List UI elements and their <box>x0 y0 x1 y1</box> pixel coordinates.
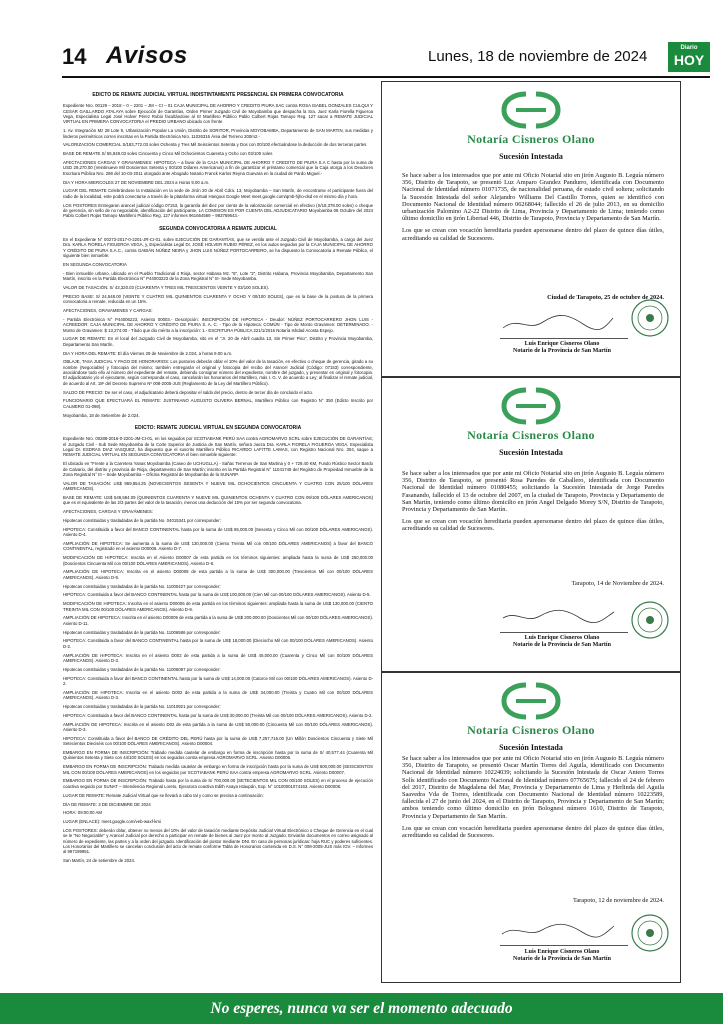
notice-place-date: Tarapoto, 14 de Noviembre de 2024. <box>571 580 664 587</box>
signature-scrawl <box>498 604 618 626</box>
legal-notices-column <box>63 91 373 981</box>
legal-paragraph: BASE DE REMATE S/ 55,848.03 soles Cincuenta y Cinco Mil Ochocientos Cuarenta y Ocho con 03/100 soles <box>63 151 273 157</box>
legal-paragraph: FUNCIONARIO QUE EFECTUARÁ EL REMATE: JUSTINIANO AUGUSTO OLIVERA BERNAL, Martillero Público con Registro N° 350 (Edicto Inscrito por CALMERO 01-098). <box>63 398 373 409</box>
notice2-body <box>63 237 373 418</box>
notary-monogram-icon <box>496 681 566 721</box>
notary-notice-1 <box>381 81 681 377</box>
legal-paragraph: HIPOTECA: Constituida a favor del BANCO CONTINENTAL hasta por la suma de US$ 65,000.00 (Sesenta y Cinco Mil con 00/100 DÓLARES AMERICANOS). Asiento D-4. <box>63 526 373 538</box>
notice-body <box>402 470 664 538</box>
legal-paragraph: LUGAR DEL REMATE Celebrándose la Instalación en la sede de Jirón 20 de Abril Cdra. 13, Moyobamba – San Martín, de encontrarse el participante fuera del radio de la localidad, este podrá conectarse a través de la plataforma virtual Hangout Google Meet meet.google.com/qmb-hjho-dsd en el mismo día y hora. <box>63 188 373 199</box>
legal-paragraph: AFECTACIONES CARGAS Y GRAVAMENES: HIPOTECA – a favor de la CAJA MUNICIPAL DE AHORRO Y CREDITO DE PIURA S.A C hasta por la suma de USD 29,270.00 (Veintinueve Mil Doscientos Setenta y 00/100 Dólares Americanos) a fin de garantizar el préstamo comercial que la Caja otorga a los Deudores Escritura Pública Nro. 288 del 10-03-2011 otorgado ante Abogado Notario Franck Karlos Reyna Guevara en la ciudad de Pardo Miguel.- <box>63 160 373 176</box>
legal-paragraph: AMPLIACIÓN DE HIPOTECA: Inscrita en el asiento D02 de esta partida a la suma de US$ 50,000.00 (Cincuenta Mil con 00/100 DÓLARES AMERICANOS). Asiento D-3. <box>63 721 373 733</box>
legal-paragraph: El ubicado en "Frente a la Carretera Yanas Moyobamba (Caseo de UCHUGLLA) - Sañac Terrenos de San Martina y 0 + 729.40 KM, Fundo Rústico Sector Bardo de Calvario, del distrito y provincia de Rioja, departamento de San Martín; inscrito en la Partida Registral N° 11041749 del Registro de Propiedad Inmueble de la Zona Registral N° III – Sede Moyobamba – Oficina Registral de Moyobamba de la SUNARP. <box>63 461 373 477</box>
legal-paragraph: SALDO DE PRECIO: De ser el caso, el adjudicatario deberá depositar el saldo del precio, dentro de tercer día de concluido el acto. <box>63 389 314 395</box>
page-header <box>62 42 710 78</box>
signature-line <box>500 632 628 633</box>
notary-role: Notario de la Provincia de San Martín <box>513 642 611 648</box>
notice1-title: EDICTO DE REMATE JUDICIAL VIRTUAL INDISTINTAMENTE PRESENCIAL EN PRIMERA CONVOCATORIA <box>92 92 344 98</box>
legal-paragraph: Hipotecas constituidas y trasladadas de la partida No. 11006087 por corresponder: <box>63 666 221 672</box>
notary-brand: Notaría Cisneros Olano <box>467 132 595 146</box>
notary-brand: Notaría Cisneros Olano <box>467 723 595 737</box>
notice-body <box>402 172 664 247</box>
legal-paragraph: VALOR DE TASACIÓN: S/ 43,320.03 (CUARENTA Y TRES MIL TRESCIENTOS VEINTE Y 03/100 SOLES). <box>63 284 270 290</box>
notary-notice-3 <box>381 672 681 983</box>
notice-title: Sucesión Intestada <box>499 743 563 752</box>
legal-paragraph: EN SEGUNDA CONVOCATORIA <box>63 261 127 267</box>
notice2-title: SEGUNDA CONVOCATORIA A REMATE JUDICIAL <box>159 225 277 232</box>
legal-paragraph: HORA: 09:00:00 AM <box>63 810 102 816</box>
notary-notice-2 <box>381 377 681 672</box>
notice-place-date: Tarapoto, 12 de noviembre de 2024. <box>572 897 664 904</box>
legal-paragraph: DÍA DE REMATE: 3 DE DICIEMBRE DE 2024 <box>63 801 151 807</box>
legal-paragraph: Moyobamba, 18 de Setiembre de 2.024. <box>63 412 140 418</box>
legal-paragraph: 1. Av. Integración Mz 28 Lote 9, Urbanización Popular La Unión, Distrito de SORITOR, Provincia MOYOBAMBA, Departamento de SAN MARTIN, sus medidas y linderos perimétricos corren inscritas en la Partida Electrónica Nro. 11026316 Área del Terreno 200m2.- <box>63 128 373 139</box>
legal-paragraph: DIA Y HORA MIERCOLES 27 DE NOVIEMBRE DEL 2024 a Horas 9.00 a.m. <box>63 179 210 185</box>
notary-name: Luis Enrique Cisneros Olano <box>524 949 600 955</box>
newspaper-logo <box>668 42 710 72</box>
legal-paragraph: BASE DE REMATE: US$ 549,584.09 (QUINIENTOS CUARENTA Y NUEVE MIL QUINIENTOS OCHENTA Y CUATRO CON 09/100 DÓLARES AMERICANOS) que es el equivalente de las 2/3 partes del valor de la tasación, menos una deducción del 15% por ser segunda convocatoria. <box>63 494 373 506</box>
legal-paragraph: Hipotecas constituidas y trasladadas de la partida No. 11010921 por corresponder: <box>63 704 221 710</box>
legal-paragraph: HIPOTECA: Constituida a favor del BANCO DE CRÉDITO DEL PERÚ hasta por la suma de US$ 7,257,716.00 (Un Millón Doscientos Cincuenta y Siete Mil Setecientos Dieciséis con 00/100 DÓLARES AMERICANOS). Asiento D00004. <box>63 735 373 747</box>
notice-title: Sucesión Intestada <box>499 448 563 457</box>
legal-paragraph: Hipotecas constituidas y trasladadas de la partida No. 11006586 por corresponder: <box>63 629 221 635</box>
legal-paragraph: VALOR DE TASACIÓN: US$ 969,854.25 (NOVECIENTOS SESENTA Y NUEVE MIL OCHOCIENTOS CINCUENTA Y CUATRO CON 25/100 DÓLARES AMERICANOS). <box>63 480 373 492</box>
signature-line <box>500 945 628 946</box>
legal-paragraph: EMBARGO EN FORMA DE INSCRIPCIÓN: Trabado hasta por la suma de S/ 700,000.00 (SETECIENTOS MIL CON 00/100 SOLES) en el proceso de ejecución coactiva seguido por SUNAT – Intendencia Regional Loreto, Ejecutora coactiva Edith Anaya Istaupán, Exp. N° 10100001074163. Asiento D00008. <box>63 778 373 789</box>
legal-paragraph: - Bien inmueble urbano, ubicado en el Pueblo Tradicional 4 Rioja, sector Habana Mz. "8", Lote "2", Distrito Habana, Provincia Moyobamba, Departamento San Martín, inscrito en la Partida Electrónica N° P44003223 de la Zona Registral N° III- Sede Moyobamba. <box>63 270 373 282</box>
notice3-title: EDICTO: REMATE JUDICIAL VIRTUAL EN SEGUNDA CONVOCATORIA <box>134 424 302 431</box>
notice-body-main: Se hace saber a los interesados que por ante mi Oficio Notarial sito en jirón Augusto B. Leguía número 356, Distrito de Tarapoto, se presentó Rosa Paredes de Caballero, identificada con Documento Nacional de Identidad número 01080455; solicitando la Sucesión Intestada de Jorge Paredes Fasanando, fallecido el 13 de octubre del 2007, en la ciudad de Tarapoto, Provincia y Departamento de San Martín, teniendo como último domicilio en jirón Angel Delgado Morey S/N, Distrito de Tarapoto, Provincia y Departamento de San Martín. <box>402 470 664 514</box>
legal-paragraph: AMPLIACIÓN DE HIPOTECA: Se aumenta a la suma de US$ 130,000.00 (Ciento Treinta Mil con 00/100 DÓLARES AMERICANOS) a favor del BANCO CONTINENTAL, registrado en el asiento D00006. Asiento D-7. <box>63 540 373 552</box>
legal-paragraph: LOS POSTORES: deberán oblar, obtener no menos del 10% del valor de tasación mediante Depósito Judicial Virtual Electrónico o Cheque de Gerencia en el cual se le "No Negociable" y Arancel Judicial por derecho a participar en remate de bienes al Juez por monto al Juzgado. Enviarán documentos en correo asignado al número de expediente, las partes y a la orden del juzgado. Identificación del postor mediante DNI. En caso de personas jurídicas: hoja RUC y poderes suficientes. Los Honorarios del Martillero se cancelan conclusión del acto de remate conforme Tabla de Honorarios contenida en D.S. N° 008-2005-JUS más IGV. – Informes al 997199951. <box>63 828 373 855</box>
legal-paragraph: San Martín, 24 de setiembre de 2024. <box>63 858 136 864</box>
page-number: 14 <box>62 44 87 69</box>
notary-role: Notario de la Provincia de San Martín <box>513 956 611 962</box>
legal-paragraph: HIPOTECA: Constituida a favor del BANCO CONTINENTAL hasta por la suma de US$ 14,000.00 (Catorce Mil con 00/100 DÓLARES AMERICANOS). Asiento D-2. <box>63 675 373 686</box>
notary-signature <box>482 949 642 963</box>
legal-paragraph: EMBARGO EN FORMA DE INSCRIPCIÓN: Trabado medida cautelar de embargo en forma de inscripción hasta por la suma de S/ 40,577.44 (Cuarenta Mil Quinientos Setenta y Siete con 44/100 SOLES) en los seguidos contra empresa AGROMARVO SCRL. Asiento D00006. <box>63 750 373 761</box>
notary-seal-icon <box>630 298 670 338</box>
notary-role: Notario de la Provincia de San Martín <box>513 348 611 354</box>
legal-paragraph: EMBARGO EN FORMA DE INSCRIPCIÓN: Trabado medida cautelar de embargo en forma de inscripción hasta por la suma de US$ 600,000.00 (SEISCIENTOS MIL CON 00/100 DÓLARES AMERICANOS) en los seguidos por SCOTIABANK PERÚ SAA contra empresa AGROMARVO SCRL. Asiento D00007. <box>63 764 373 775</box>
footer-banner: No esperes, nunca va ser el momento adecuado <box>0 993 723 1024</box>
legal-paragraph: VALORIZACION COMERCIAL S/183,772.03 soles Ochenta y Tres Mil Seiscientos Setenta y Dos con 00/100 efectuándose la deducción de dos terceras partes <box>63 142 367 148</box>
legal-paragraph: AMPLIACIÓN DE HIPOTECA: Inscrita en el asiento D00008 de esta partida a la suma de US$ 300,000.00 (Trescientos Mil con 00/100 DÓLARES AMERICANOS). Asiento D-9. <box>63 569 373 580</box>
notice-title: Sucesión Intestada <box>499 152 563 161</box>
notary-seal-icon <box>630 913 670 953</box>
notice3-body <box>63 436 373 863</box>
notice-body-main: Se hace saber a los interesados que por ante mi Oficio Notarial sito en jirón Augusto B. Leguía número 356, Distrito de Tarapoto, se presentó Luz Amparo Grandez Pandurro, identificada con Documento Nacional de Identidad número 01071735, de nacionalidad peruana, de estado civil soltera; solicitando la Sucesión Intestada del señor Alejandro Williams Del Castillo Torres, quien se identificó con Documento Nacional de Identidad número 06268044; fallecido el 26 de julio 2013, en su domicilio urbanización Palomino A2-22 Distrito de Lima, Provincia y Departamento de Lima; teniendo como último domicilio en jirón Libertad 446, Distrito de Tarapoto, Provincia y Departamento de San Martín. <box>402 172 664 223</box>
notary-monogram-icon <box>496 90 566 130</box>
notice-place-date: Ciudad de Tarapoto, 25 de octubre de 2024. <box>547 294 664 301</box>
signature-scrawl <box>498 312 618 334</box>
legal-paragraph: PRECIO BASE: S/ 24,548.00 (VEINTE Y CUATRO MIL QUINIENTOS CUARENTA Y OCHO Y 00/100 SOLES), que es la base de la postura de la primera convocatoria a remate, reducida en un 15%. <box>63 293 373 305</box>
section-title: Avisos <box>106 42 188 69</box>
legal-paragraph: HIPOTECA: Constituida a favor del BANCO CONTINENTAL hasta por la suma de US$ 30,000.00 (Treinta Mil con 00/100 DÓLARES AMERICANOS). Asiento D-2. <box>63 712 373 718</box>
notary-name: Luis Enrique Cisneros Olano <box>524 341 600 347</box>
legal-paragraph: LUGAR DE REMATE: En el local del Juzgado Civil de Moyobamba, sito en el "Jr. 20 de Abril cuadra 13, Sin Primer Piso", Distrito y Provincia Moyobamba, Departamento San Martín. <box>63 336 373 347</box>
legal-paragraph: AMPLIACIÓN DE HIPOTECA: Inscrita en el asiento D00009 de esta partida a la suma de US$ 200,000.00 (Doscientos Mil con 00/100 DÓLARES AMERICANOS). Asiento D-11. <box>63 615 373 626</box>
legal-paragraph: En el Expediente N° 00273-2017-0-2201-JR-CI-01, sobre EJECUCIÓN DE GARANTÍAS, que se ventila ante el Juzgado Civil de Moyobamba, a cargo del Juez Dra. KARLA FIORELA FIGUEROA VEGA, y, Especialista Legal Dr. JOSÉ HOLVER RUBIO PÉREZ, en los autos seguidos por la CAJA MUNICIPAL DE AHORRO Y CRÉDITO DE PIURA S.A.C., contra GABIÁN NÚÑEZ NEIRA y JHON LUIS NÚÑEZ PORTOCARRERO, se ha dispuesto la Convocatoria a Remate Público, el siguiente bien inmueble: <box>63 237 373 259</box>
legal-paragraph: LUGAR DE REMATE: Remate Judicial Virtual que se llevará a cabo tal y como se precisa a continuación: <box>63 792 264 798</box>
notary-notices-column <box>381 81 681 981</box>
logo-top-text: Diario <box>680 45 698 51</box>
legal-paragraph: AMPLIACIÓN DE HIPOTECA: Inscrita en el asiento D002 de esta partida a la suma de US$ 45,000.00 (Cuarenta y Cinco Mil con 00/100 DÓLARES AMERICANOS). Asiento D-3. <box>63 652 373 663</box>
legal-paragraph: Hipotecas constituidas y trasladadas de la partida No. 11000427 por corresponder: <box>63 583 221 589</box>
signature-scrawl <box>498 919 618 941</box>
notice1-body <box>63 103 373 218</box>
legal-paragraph: Expediente Nro. 00129 – 2018 – 0 – 2201 – JM – CI – 01 CAJA MUNICIPAL DE AHORRO Y CREDITO PIURA SAC contra ROSA ISABEL GONZALES CULQUI Y CESAR GAILLARDO ATALAYA sobre Ejecución de Garantías, Orden Primer Juzgado Civil de Moyobamba que despacha la Sra. Juez Karla Fiorella Figueroa Vega, Especialista Legal José Holver Pérez Rubio facultándose al Sr Martillero Público Pablo Colbert Rojas Tamayo Reg. 127 sacar a REMATE JUDICIAL VIRTUAL EN PRIMERA CONVOCATORIA el PREDIO URBANO ubicado con frente <box>63 103 373 125</box>
notary-monogram-icon <box>496 386 566 426</box>
notice-body-closing: Los que se crean con vocación hereditaria pueden apersonarse dentro del plazo de quince días útiles, acreditando su calidad de Sucesores. <box>402 227 664 242</box>
legal-paragraph: LUGAR (ENLACE): meet.google.com/veb-waxf-kmi <box>63 819 161 825</box>
logo-main-text: HOY <box>673 52 705 68</box>
notice-body-main: Se hace saber a los interesados que por ante mi Oficio Notarial sito en jirón Augusto B. Leguía número 356, Distrito de Tarapoto, se presentó Oscar Martín Torres del Aguila, identificado con Documento Nacional de Identidad número 10224039; solicitando la Sucesión Intestada de Oscar Antero Torres Solís identificado con Documento Nacional de Identidad número 07765675; fallecido el 24 de febrero del 2017, Distrito de Magdalena del Mar, Provincia y Departamento de Lima y Herlinda del Aguila Saavedra Vda de Torres, identificada con Documento Nacional de Identidad número 10223589, fallecida el 27 de junio del 2024, en el Distrito de Tarapoto, Provincia y Departamento de San Martín; ambos teniendo como último domicilio en jirón Bolognesi número 1610, Distrito de Tarapoto, Provincia y Departamento de San Martín. <box>402 755 664 820</box>
notary-name: Luis Enrique Cisneros Olano <box>524 635 600 641</box>
notice-body <box>402 755 664 844</box>
notice-body-closing: Los que se crean con vocación hereditaria pueden apersonarse dentro del plazo de quince días útiles, acreditando su calidad de Sucesores. <box>402 824 664 840</box>
issue-date: Lunes, 18 de noviembre de 2024 <box>428 48 648 65</box>
notary-brand: Notaría Cisneros Olano <box>467 428 595 442</box>
notary-signature <box>482 635 642 649</box>
legal-paragraph: AFECTACIONES, GRAVAMENES Y CARGAS: <box>63 307 153 313</box>
legal-paragraph: AFECTACIONES, CARGAS Y GRAVÁMENES: <box>63 509 153 515</box>
notary-seal-icon <box>630 600 670 640</box>
legal-paragraph: - Partida Electrónica N° P44006223, Asiento 00003.- Descripción: INSCRIPCIÓN DE HIPOTECA - Deudor: NÚÑEZ PORTOCARRERO JHON LUIS - ACREEDOR: CAJA MUNICIPAL DE AHORRO Y CRÉDITO DE PIURA S. A. C. - Tipo de la Hipoteca: COMÚN - Tipo de Monto Gravamen: DETERMINADO. - Monto de Gravamen: $ 13,274.00 - Título que dio mérito a la inscripción: 1.- ESCRITURA PÚBLICA 221/1/2016 Notaría Ishdad Acosta Espejo. <box>63 316 373 333</box>
legal-paragraph: MODIFICACIÓN DE HIPOTECA: Inscrita en el Asiento D00007 de esta partida en los términos siguientes: ampliada hasta la suma de US$ 250,000.00 (Doscientos Cincuenta Mil con 00/100 DÓLARES AMERICANOS). Asiento D-8. <box>63 555 373 566</box>
legal-paragraph: Hipotecas constituidas y trasladadas de la partida No. 04015341 por corresponder: <box>63 517 221 523</box>
notice-body-closing: Los que se crean con vocación hereditaria pueden apersonarse dentro del plazo de quince días útiles, acreditando su calidad de Sucesores. <box>402 518 664 533</box>
legal-paragraph: LOS POSTORES Entregaran arancel judicial código 07153, la garantía del diez por ciento de la valorización comercial en efectivo (S/18,378.00 soles) o cheque de gerencia, sin sello de no negociable, identificación del participante, LA COMISION ES POR CUENTA DEL ADJUDICATARIO Moyobamba 08 Octubre del 2024 Pablo Colbert Rojas Tamayo Martillero Público Reg. 127 informes 961654569 – 983769643.- <box>63 202 373 219</box>
legal-paragraph: HIPOTECA: Constituida a favor del BANCO CONTINENTAL hasta por la suma de US$ 100,000.00 (Cien Mil con 00/100 DÓLARES AMERICANOS). Asiento D-5. <box>63 592 371 598</box>
legal-paragraph: AMPLIACIÓN DE HIPOTECA: Inscrita en el asiento D002 de esta partida a la suma de US$ 34,000.00 (Treinta y Cuatro Mil con 00/100 DÓLARES AMERICANOS). Asiento D-3. <box>63 689 373 701</box>
legal-paragraph: DIA Y HORA DEL REMATE: El día Viernes 29 de Noviembre de 2.024, a horas 9.00 a.m. <box>63 350 233 356</box>
signature-line <box>500 338 628 339</box>
legal-paragraph: HIPOTECA: Constituida a favor del BANCO CONTINENTAL hasta por la suma de US$ 18,000.00 (Dieciocho Mil con 00/100 DÓLARES AMERICANOS). Asiento D-2. <box>63 638 373 649</box>
notary-signature <box>482 341 642 355</box>
legal-paragraph: MODIFICACIÓN DE HIPOTECA: Inscrita en el asiento D00006 de esta partida en los términos siguientes: ampliada hasta la suma de US$ 130,000.00 (CIENTO TREINTA MIL CON 00/100 DÓLARES AMERICANOS). Asiento D-9. <box>63 601 373 612</box>
legal-paragraph: OBLAJE, TASA JUDICIAL Y PAGO DE HONORARIOS: Los postores deberán oblar el 10% del valor de la tasación, en efectivo o cheque de gerencia, girado a su nombre (Negociable) y fotocopia del mismo; también entregarán el original y fotocopia del recibo del Arancel Judicial (Código: 07153) correspondiente, asociándose todo ello al número del expediente del remate, debiendo consignar número del expediente, nombre del juzgado, y presentar en original y fotocopia. El adjudicatario y/o el ejecutante, según corresponda el caso, cancelarán los honorarios del Martillero, más I. G. V. de acuerdo a Ley; al finalizar el remate judicial, de acuerdo al Art. 18º del Decreto Supremo Nº 008-2005-JUS (Reglamento de la Ley del Martillero Público). <box>63 359 373 386</box>
legal-paragraph: Expediente Nro. 00288-2016-0-2201-JM-CI-01, en los seguidos por SCOTIABANK PERÚ SAA contra AGROMARVO SCRL sobre EJECUCIÓN DE GARANTÍAS; el Juzgado Civil - Sub Sede Moyobamba de la Corte Superior de Justicia de San Martín, señora Jueza Dra. KARLA FIORELA FIGUEROA VEGA, Especialista Legal Dr. ESDRAS DIAZ VASQUEZ, ha dispuesto que el suscrito Martillero Público RICARDO LAFITTE LAMAS, con Registro Nacional Nro. 304, saque a REMATE JUDICIAL VIRTUAL EN SEGUNDA CONVOCATORIA el bien inmueble siguiente: <box>63 436 373 458</box>
